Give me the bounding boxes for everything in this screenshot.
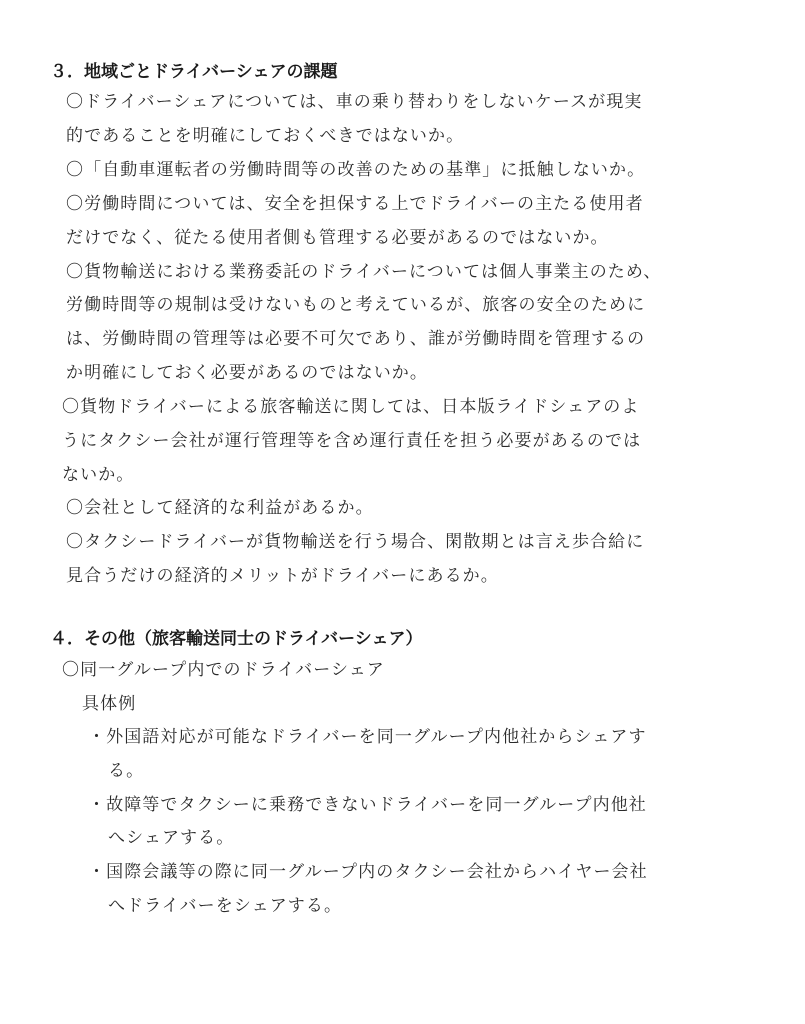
body-line: 〇タクシードライバーが貨物輸送を行う場合、閑散期とは言え歩合給に bbox=[66, 532, 645, 552]
body-line: だけでなく、従たる使用者側も管理する必要があるのではないか。 bbox=[66, 228, 609, 248]
list-item: ・故障等でタクシーに乗務できないドライバーを同一グループ内他社 bbox=[88, 795, 647, 815]
body-line: 労働時間等の規制は受けないものと考えているが、旅客の安全のために bbox=[66, 295, 646, 315]
body-line: 〇同一グループ内でのドライバーシェア bbox=[62, 660, 385, 680]
section-3-heading: ３．地域ごとドライバーシェアの課題 bbox=[50, 62, 338, 82]
body-line: 〇貨物ドライバーによる旅客輸送に関しては、日本版ライドシェアのよ bbox=[62, 397, 640, 417]
body-line: 的であることを明確にしておくべきではないか。 bbox=[66, 126, 465, 146]
example-label: 具体例 bbox=[82, 694, 137, 714]
body-line: 〇ドライバーシェアについては、車の乗り替わりをしないケースが現実 bbox=[66, 92, 643, 112]
body-line: 〇会社として経済的な利益があるか。 bbox=[66, 498, 374, 518]
body-line: 〇労働時間については、安全を担保する上でドライバーの主たる使用者 bbox=[66, 194, 644, 214]
list-item-continuation: る。 bbox=[108, 761, 145, 781]
body-line: 〇貨物輸送における業務委託のドライバーについては個人事業主のため、 bbox=[66, 262, 662, 282]
list-item: ・外国語対応が可能なドライバーを同一グループ内他社からシェアす bbox=[88, 727, 647, 747]
body-line: は、労働時間の管理等は必要不可欠であり、誰が労働時間を管理するの bbox=[66, 329, 646, 349]
body-line: 見合うだけの経済的メリットがドライバーにあるか。 bbox=[66, 566, 499, 586]
body-line: か明確にしておく必要があるのではないか。 bbox=[66, 363, 428, 383]
list-item: ・国際会議等の際に同一グループ内のタクシー会社からハイヤー会社 bbox=[88, 862, 648, 882]
body-line: うにタクシー会社が運行管理等を含め運行責任を担う必要があるのでは bbox=[62, 431, 642, 451]
list-item-continuation: へシェアする。 bbox=[108, 828, 235, 848]
body-line: ないか。 bbox=[62, 465, 135, 485]
list-item-continuation: へドライバーをシェアする。 bbox=[108, 896, 343, 916]
section-4-heading: ４．その他（旅客輸送同士のドライバーシェア） bbox=[50, 629, 423, 649]
body-line: 〇「自動車運転者の労働時間等の改善のための基準」に抵触しないか。 bbox=[66, 160, 646, 180]
